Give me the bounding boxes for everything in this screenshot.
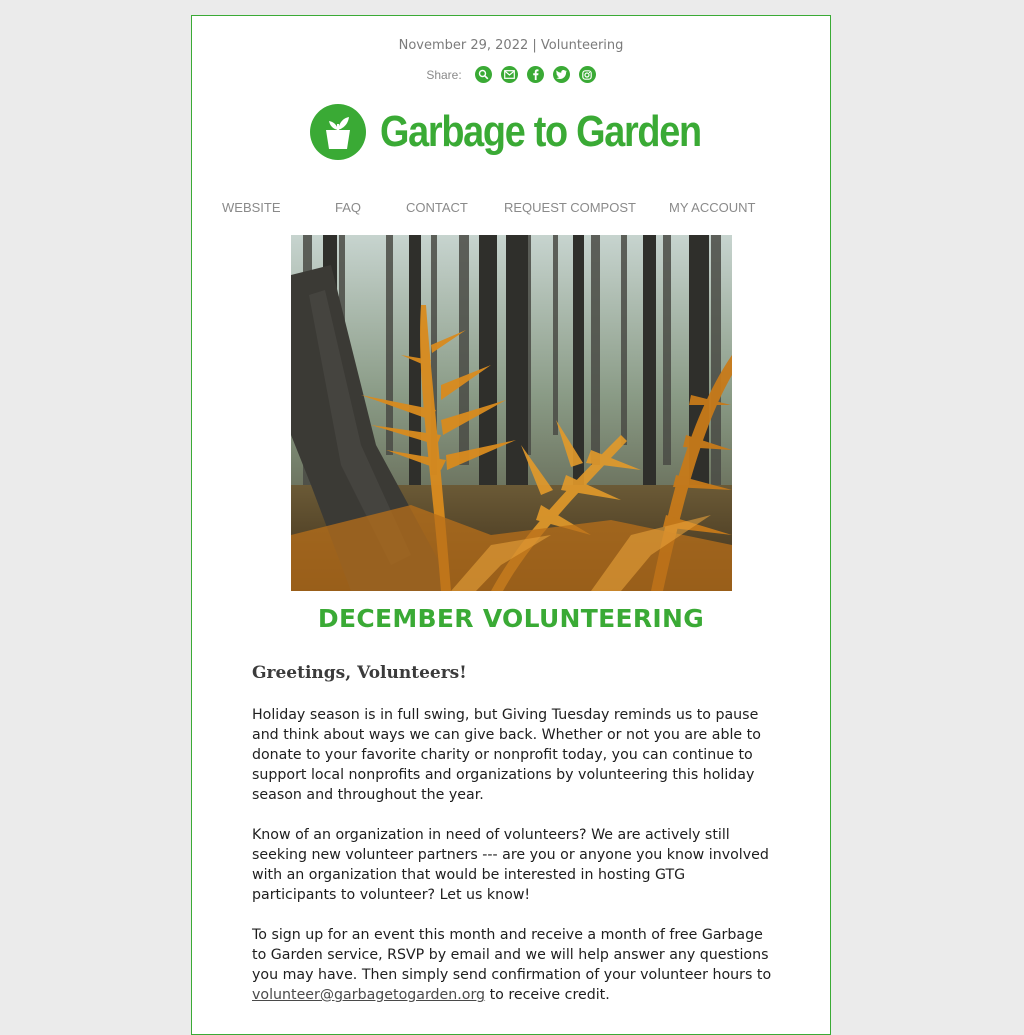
share-label: Share:: [426, 67, 462, 82]
share-bar: [192, 66, 830, 83]
forest-fern-photo: [291, 235, 732, 591]
post-category: Volunteering: [540, 38, 624, 53]
instagram-icon[interactable]: [579, 66, 596, 83]
post-date: November 29, 2022: [398, 38, 529, 53]
main-nav: [192, 200, 830, 218]
nav-website[interactable]: WEBSITE: [222, 200, 281, 215]
paragraph-signup: [252, 925, 772, 1005]
brand-name: Garbage to Garden: [380, 107, 701, 156]
meta-separator: |: [532, 38, 537, 53]
facebook-icon[interactable]: [527, 66, 544, 83]
nav-my-account[interactable]: MY ACCOUNT: [669, 200, 756, 215]
twitter-icon[interactable]: [553, 66, 570, 83]
nav-faq[interactable]: FAQ: [335, 200, 362, 215]
nav-request-compost[interactable]: REQUEST COMPOST: [504, 200, 636, 215]
hero-image: [291, 235, 732, 591]
paragraph-partners: Know of an organization in need of volunteers? We are actively still seeking new volunteer partners --- are you or anyone you know involved with an organization that would be interested in hosting GTG participants to volunteer? Let us know!: [252, 827, 769, 903]
article-body: [252, 661, 772, 1025]
signup-text-end: to receive credit.: [489, 987, 610, 1003]
volunteer-email-link[interactable]: volunteer@garbagetogarden.org: [252, 987, 486, 1003]
email-icon[interactable]: [501, 66, 518, 83]
brand-logo[interactable]: [310, 104, 753, 160]
post-meta: [192, 38, 830, 53]
search-icon[interactable]: [475, 66, 492, 83]
paragraph-holiday: Holiday season is in full swing, but Giving Tuesday reminds us to pause and think about ways we can give back. Whether or not you are able to donate to your favorite charity or nonprofit today, you can continue to support local nonprofits and organizations by volunteering this holiday season and throughout the year.: [252, 707, 761, 803]
nav-contact[interactable]: CONTACT: [406, 200, 468, 215]
newsletter-card: [191, 15, 831, 1035]
sprout-icon: [310, 104, 366, 160]
signup-text: To sign up for an event this month and receive a month of free Garbage to Garden service, RSVP by email and we will help answer any questions you may have. Then simply send confirmation of your volunteer hours to: [252, 927, 772, 983]
greeting-heading: Greetings, Volunteers!: [252, 663, 467, 683]
section-headline: DECEMBER VOLUNTEERING: [317, 604, 705, 633]
